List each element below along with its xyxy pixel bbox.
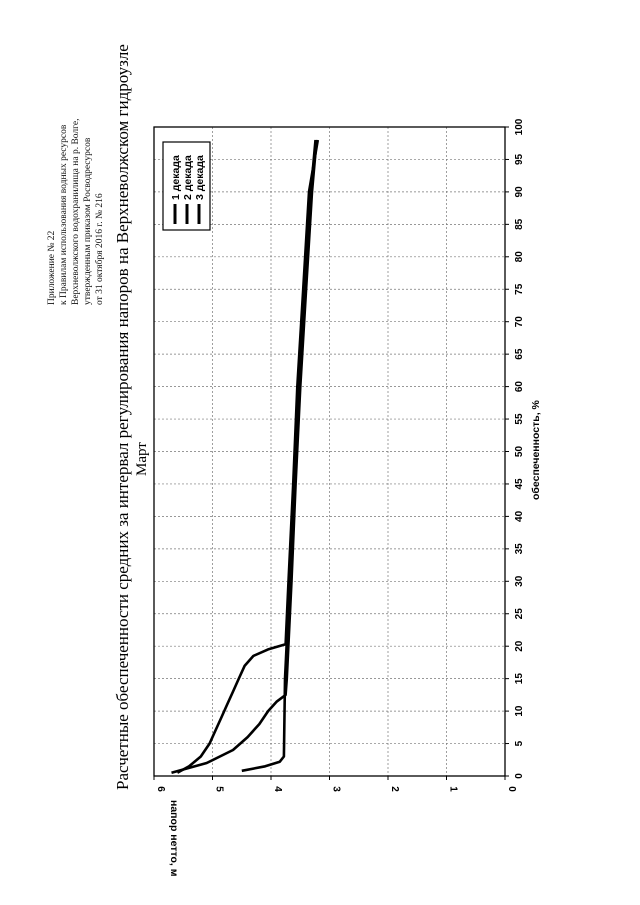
legend (163, 142, 210, 230)
y-tick-label: 4 (272, 786, 283, 792)
x-tick-label: 60 (514, 381, 525, 393)
appendix-line: к Правилам использования водных ресурсов (59, 124, 69, 305)
y-tick-label: 6 (155, 786, 166, 792)
x-tick-label: 85 (514, 218, 525, 230)
x-tick-label: 10 (514, 705, 525, 717)
legend-label: 3 декада (194, 155, 206, 200)
x-tick-label: 55 (514, 413, 525, 425)
x-tick-label: 35 (514, 543, 525, 555)
x-tick-label: 25 (514, 608, 525, 620)
x-tick-label: 50 (514, 445, 525, 458)
x-tick-label: 40 (514, 510, 525, 522)
y-tick-label: 0 (506, 786, 517, 792)
x-tick-label: 30 (514, 575, 525, 587)
y-tick-label: 3 (330, 786, 342, 792)
x-tick-label: 95 (514, 153, 525, 166)
x-tick-label: 0 (514, 773, 525, 779)
x-tick-label: 20 (514, 640, 525, 652)
x-tick-label: 90 (514, 186, 525, 198)
appendix-line: от 31 октября 2016 г. № 216 (95, 193, 105, 305)
x-axis-ticks (505, 118, 525, 779)
x-tick-label: 80 (514, 251, 525, 263)
x-axis-title: обеспеченность, % (530, 400, 542, 500)
series-line-3 (242, 140, 316, 771)
x-tick-label: 45 (514, 478, 525, 490)
y-tick-label: 1 (447, 786, 459, 792)
x-tick-label: 70 (514, 316, 525, 328)
legend-label: 2 декада (182, 155, 194, 200)
y-axis-title: напор нетто, м (168, 800, 180, 877)
legend-label: 1 декада (170, 155, 182, 200)
chart-subtitle: Март (134, 442, 150, 476)
y-tick-label: 2 (389, 786, 400, 792)
series-lines (172, 140, 318, 773)
x-tick-label: 65 (514, 348, 525, 360)
appendix-line: Верхневолжского водохранилища на р. Волге, (71, 118, 81, 305)
appendix-line: Приложение № 22 (47, 230, 57, 305)
chart-title: Расчетные обеспеченности средних за интервал регулирования напоров на Верхневолжском гидроузле (113, 44, 132, 790)
y-tick-label: 5 (213, 786, 225, 792)
x-tick-label: 5 (514, 740, 525, 747)
x-tick-label: 15 (514, 673, 525, 685)
y-axis-ticks (154, 776, 517, 792)
x-tick-label: 100 (514, 118, 525, 136)
appendix-line: утвержденным приказом Росводресурсов (83, 137, 93, 305)
x-tick-label: 75 (514, 283, 525, 295)
